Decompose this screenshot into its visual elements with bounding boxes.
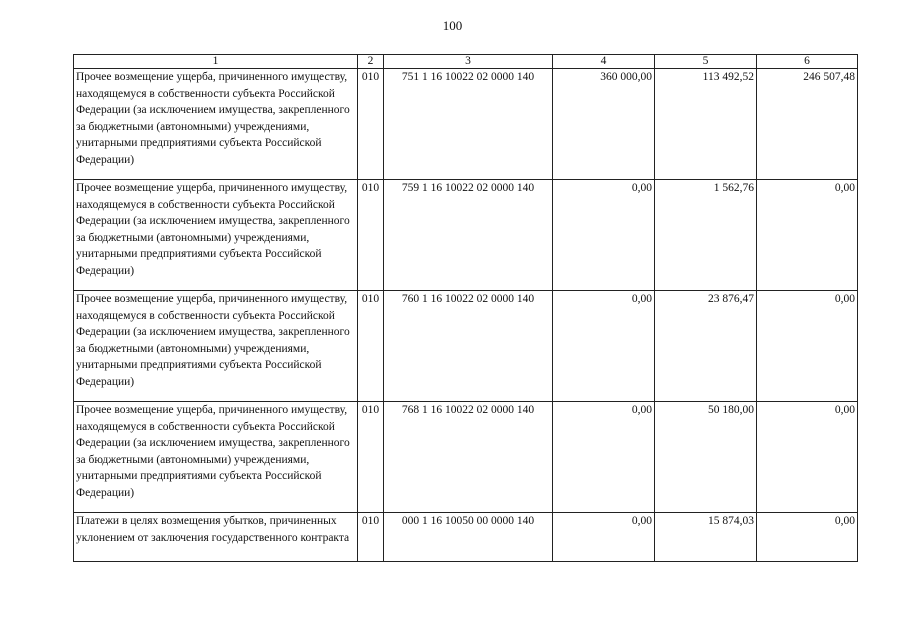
row-line-code: 010 (358, 513, 384, 562)
row-col5-value: 113 492,52 (655, 69, 757, 180)
row-col4-value: 0,00 (553, 180, 655, 291)
row-col4-value: 0,00 (553, 402, 655, 513)
row-col4-value: 360 000,00 (553, 69, 655, 180)
row-col6-value: 246 507,48 (757, 69, 858, 180)
table-row (74, 69, 858, 180)
header-col-2: 2 (358, 55, 384, 69)
header-col-1: 1 (74, 55, 358, 69)
header-col-5: 5 (655, 55, 757, 69)
row-kbk-code: 760 1 16 10022 02 0000 140 (384, 291, 553, 402)
table-row (74, 513, 858, 562)
row-col5-value: 23 876,47 (655, 291, 757, 402)
page-number: 100 (442, 18, 463, 33)
row-col4-value: 0,00 (553, 291, 655, 402)
header-col-6: 6 (757, 55, 858, 69)
row-kbk-code: 768 1 16 10022 02 0000 140 (384, 402, 553, 513)
row-col6-value: 0,00 (757, 291, 858, 402)
row-line-code: 010 (358, 402, 384, 513)
row-col6-value: 0,00 (757, 513, 858, 562)
row-col4-value: 0,00 (553, 513, 655, 562)
row-col6-value: 0,00 (757, 180, 858, 291)
row-line-code: 010 (358, 180, 384, 291)
row-kbk-code: 751 1 16 10022 02 0000 140 (384, 69, 553, 180)
table-row (74, 402, 858, 513)
table-row (74, 180, 858, 291)
table-row (74, 291, 858, 402)
row-name: Прочее возмещение ущерба, причиненного имуществу, находящемуся в собственности субъекта Российской Федерации (за исключением имущества, закрепленного за бюджетными (автономными) учреждениями, унитарными предприятиями субъекта Российской Федерации) (74, 291, 358, 402)
header-col-3: 3 (384, 55, 553, 69)
row-name: Прочее возмещение ущерба, причиненного имуществу, находящемуся в собственности субъекта Российской Федерации (за исключением имущества, закрепленного за бюджетными (автономными) учреждениями, унитарными предприятиями субъекта Российской Федерации) (74, 402, 358, 513)
row-kbk-code: 759 1 16 10022 02 0000 140 (384, 180, 553, 291)
table-header-row (74, 55, 858, 69)
row-name: Прочее возмещение ущерба, причиненного имуществу, находящемуся в собственности субъекта Российской Федерации (за исключением имущества, закрепленного за бюджетными (автономными) учреждениями, унитарными предприятиями субъекта Российской Федерации) (74, 180, 358, 291)
row-name: Платежи в целях возмещения убытков, причиненных уклонением от заключения государственного контракта (74, 513, 358, 562)
row-col5-value: 50 180,00 (655, 402, 757, 513)
row-line-code: 010 (358, 291, 384, 402)
report-table (73, 54, 858, 562)
row-col5-value: 1 562,76 (655, 180, 757, 291)
header-col-4: 4 (553, 55, 655, 69)
row-col5-value: 15 874,03 (655, 513, 757, 562)
row-kbk-code: 000 1 16 10050 00 0000 140 (384, 513, 553, 562)
row-col6-value: 0,00 (757, 402, 858, 513)
row-line-code: 010 (358, 69, 384, 180)
row-name: Прочее возмещение ущерба, причиненного имуществу, находящемуся в собственности субъекта Российской Федерации (за исключением имущества, закрепленного за бюджетными (автономными) учреждениями, унитарными предприятиями субъекта Российской Федерации) (74, 69, 358, 180)
